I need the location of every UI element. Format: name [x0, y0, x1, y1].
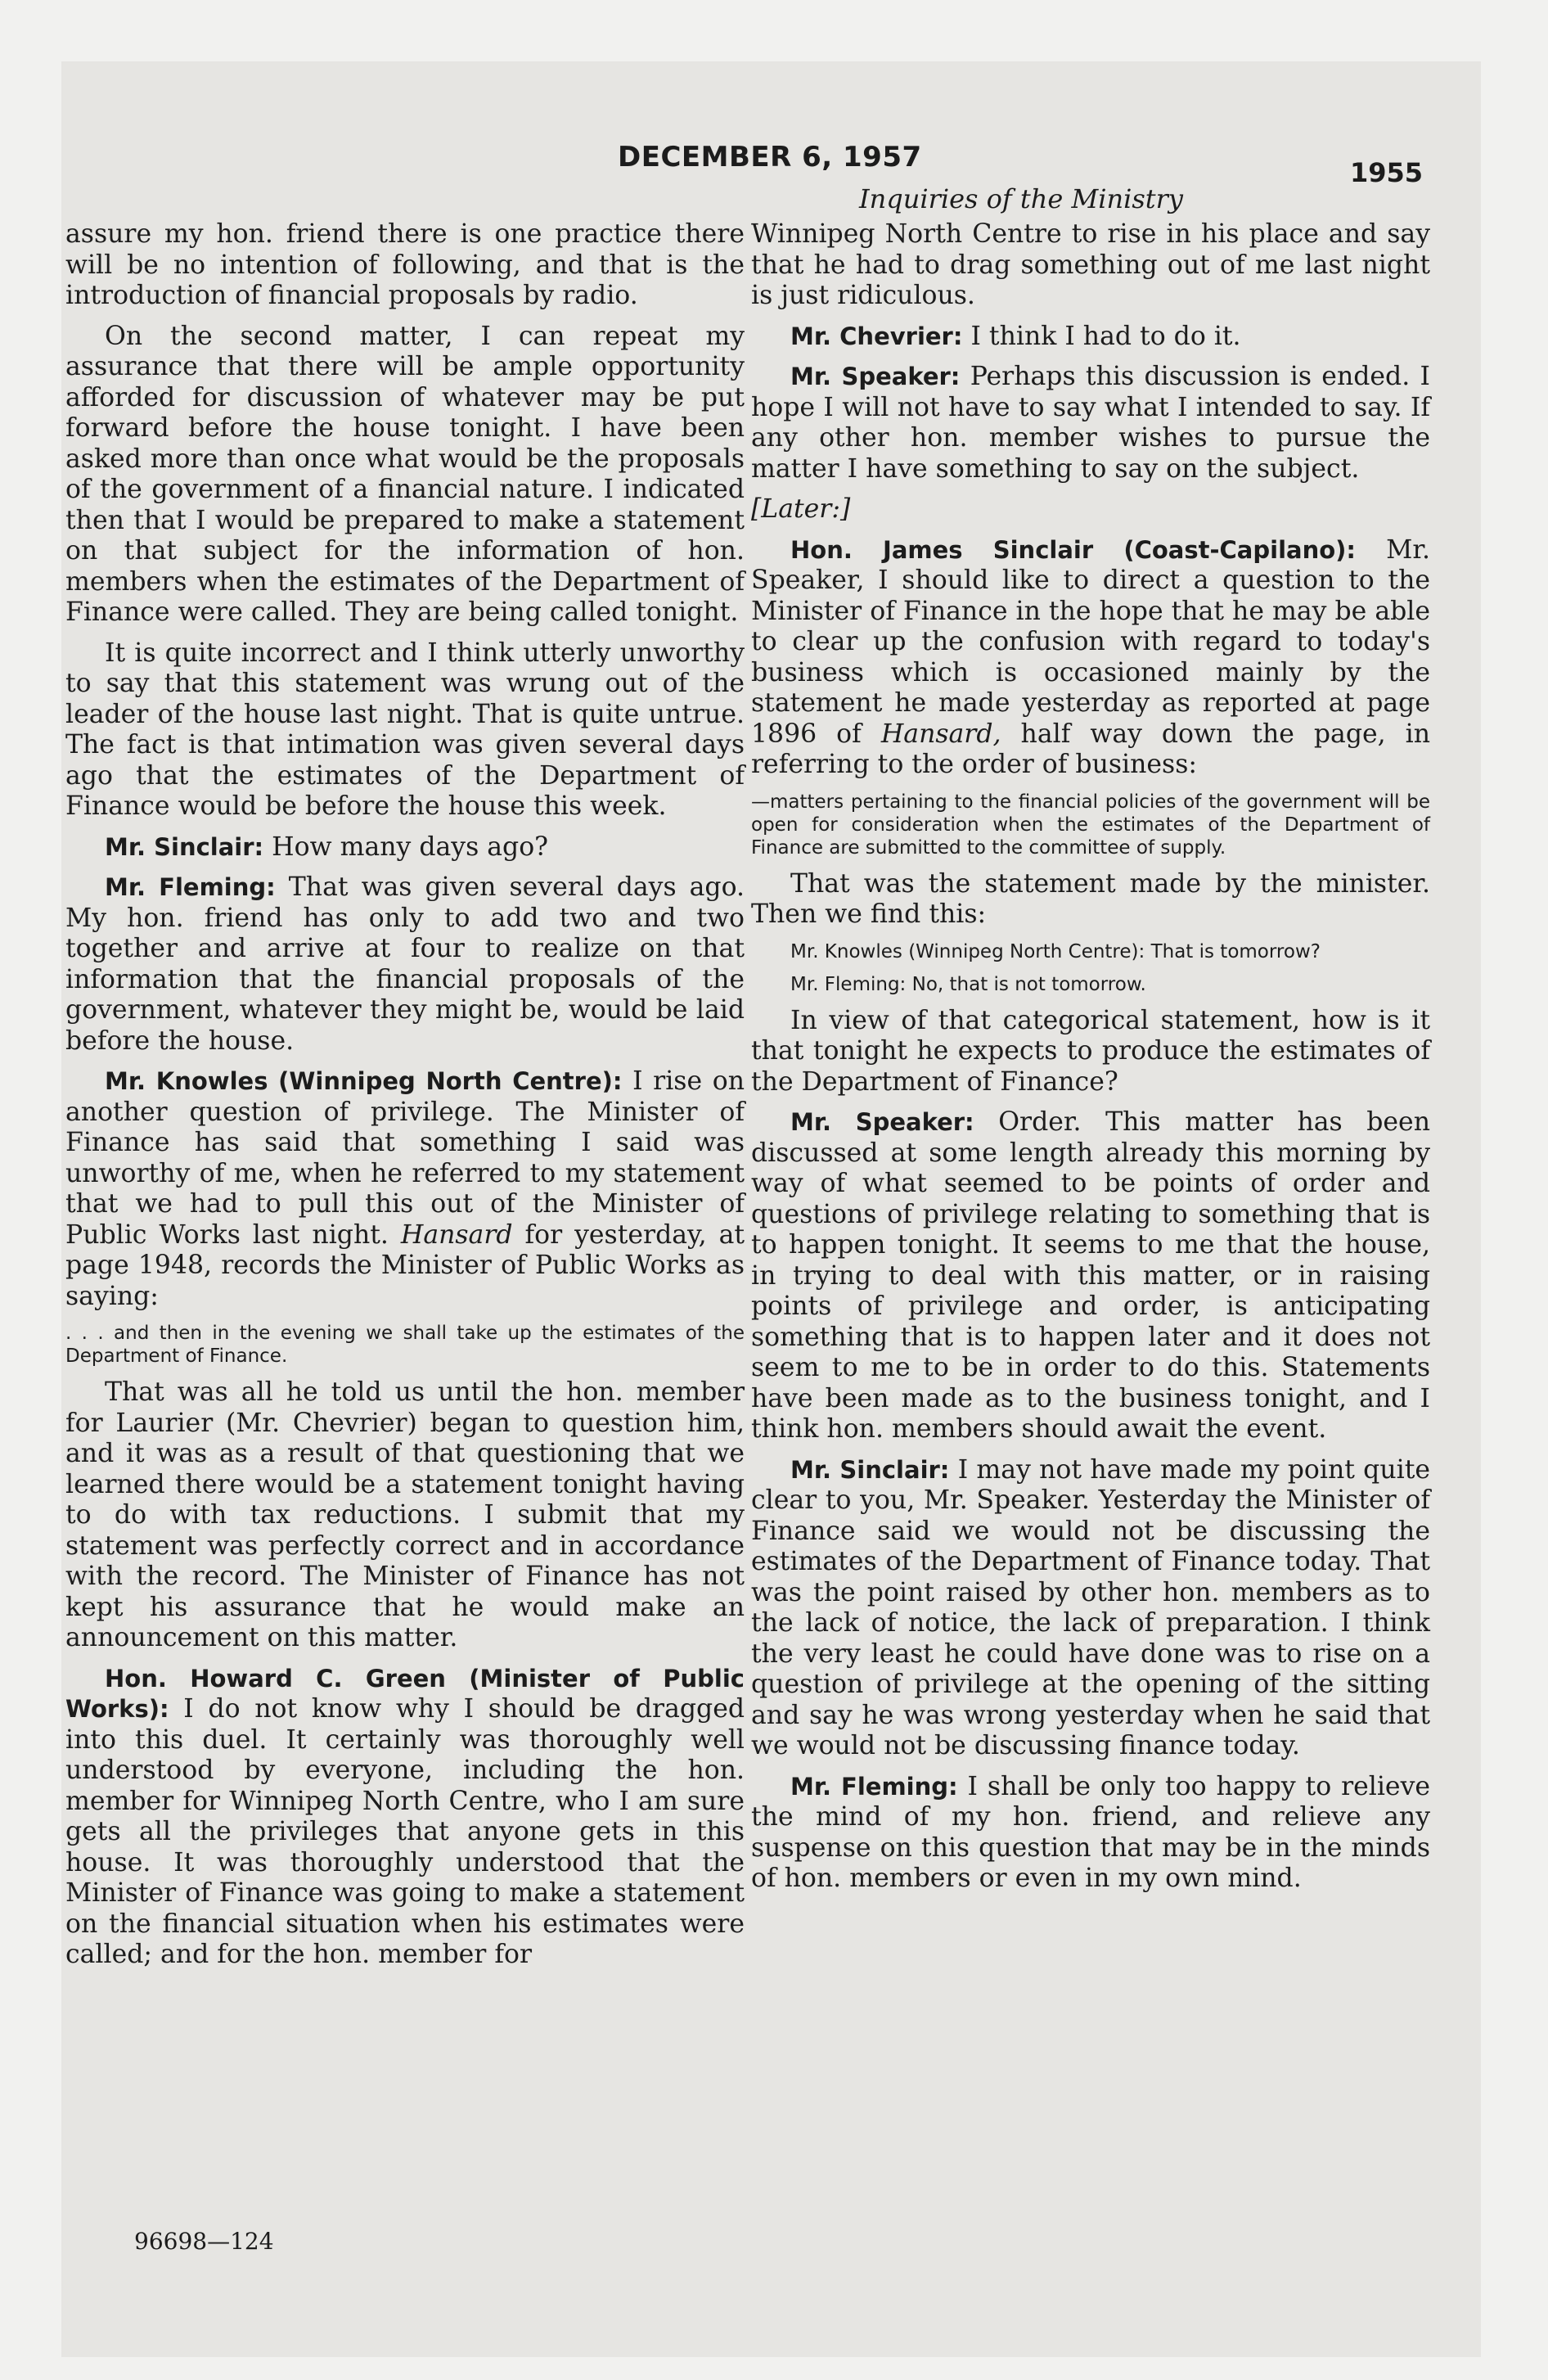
hansard-reference: Hansard: [400, 1219, 513, 1250]
header-date: DECEMBER 6, 1957: [618, 141, 922, 174]
speech-text: Order. This matter has been discussed at some length already this morning by way of what seemed to be points of order and questions of privilege relating to something that is to happen tonight. It seems to me that the house, in trying to deal with this matter, or in raising points of privilege and order, is anticipating something that is to happen later and it does not seem to me to be in order to do this. Statements have been made as to the business tonight, and I think hon. members should await the event.: [751, 1107, 1430, 1444]
right-column: [751, 219, 1430, 1904]
speech: [751, 535, 1430, 781]
speech: [751, 1455, 1430, 1762]
paragraph: assure my hon. friend there is one practice there will be no intention of following, and that is the introduction of financial proposals by radio.: [65, 219, 745, 310]
page-number: 1955: [1350, 157, 1424, 188]
speaker-name: Mr. Chevrier:: [790, 322, 963, 350]
speech: [65, 832, 745, 863]
speech-text: Mr. Speaker, I should like to direct a question to the Minister of Finance in the hope that he may be able to clear up the confusion with regard to today's business which is occasioned mainly by the statement he made yesterday as reported at page 1896 of: [751, 534, 1430, 749]
later-marker: [Later:]: [751, 494, 851, 524]
speaker-name: Mr. Sinclair:: [790, 1455, 950, 1484]
paragraph: In view of that categorical statement, how is it that tonight he expects to produce the estimates of the Department of Finance?: [751, 1005, 1430, 1097]
speech-text: I shall be only too happy to relieve the mind of my hon. friend, and relieve any suspense on this question that may be in the minds of hon. members or even in my own mind.: [751, 1771, 1431, 1893]
quotation: Mr. Knowles (Winnipeg North Centre): That is tomorrow?: [790, 940, 1321, 962]
speech-text: Perhaps this discussion is ended. I hope I will not have to say what I intended to say. If any other hon. member wishes to pursue the matter I have something to say on the subject.: [751, 362, 1430, 484]
speech-text: for yesterday, at page 1948, records the Minister of Public Works as saying:: [65, 1219, 745, 1311]
speaker-name: Mr. Fleming:: [105, 873, 276, 901]
speaker-name: Mr. Knowles (Winnipeg North Centre):: [105, 1067, 623, 1095]
speaker-name: Hon. James Sinclair (Coast-Capilano):: [790, 535, 1357, 564]
speech: [65, 872, 745, 1057]
speech: [65, 1664, 745, 1971]
speech-text: That was given several days ago. My hon. friend has only to add two and two together and arrive at four to realize on that information that the financial proposals of the government, whatever they might be, would be laid before the house.: [65, 872, 745, 1056]
speech-text: I rise on another question of privilege. The Minister of Finance has said that something I said was unworthy of me, when he referred to my statement that we had to pull this out of the Minister of Public Works last night.: [65, 1066, 745, 1250]
speech: [751, 1772, 1430, 1895]
paragraph: On the second matter, I can repeat my assurance that there will be ample opportunity afforded for discussion of whatever may be put forward before the house tonight. I have been asked more than once what would be the proposals of the government of a financial nature. I indicated then that I would be prepared to make a statement on that subject for the information of hon. members when the estimates of the Department of Finance were called. They are being called tonight.: [65, 321, 745, 627]
paragraph: It is quite incorrect and I think utterly unworthy to say that this statement was wrung out of the leader of the house last night. That is quite untrue. The fact is that intimation was given several days ago that the estimates of the Department of Finance would be before the house this week.: [65, 638, 745, 821]
quotation: —matters pertaining to the financial policies of the government will be open for consideration when the estimates of the Department of Finance are submitted to the committee of supply.: [751, 791, 1430, 859]
speech: [751, 362, 1430, 485]
speaker-name: Mr. Speaker:: [790, 363, 961, 390]
speech: [65, 1066, 745, 1312]
speech: [751, 322, 1430, 353]
speech: [751, 1107, 1430, 1445]
paragraph: Winnipeg North Centre to rise in his place and say that he had to drag something out of me last night is just ridiculous.: [751, 219, 1430, 310]
left-column: [65, 219, 745, 1981]
hansard-reference: Hansard,: [880, 719, 1001, 749]
quotation: . . . and then in the evening we shall take up the estimates of the Department of Finance.: [65, 1323, 745, 1367]
speech-text: How many days ago?: [272, 832, 549, 862]
quotation: Mr. Fleming: No, that is not tomorrow.: [790, 973, 1146, 995]
paragraph: That was the statement made by the minister. Then we find this:: [751, 868, 1430, 929]
speaker-name: Mr. Speaker:: [790, 1108, 974, 1136]
speaker-name: Hon. Howard C. Green (Minister of Public Works):: [65, 1664, 745, 1723]
paragraph: That was all he told us until the hon. member for Laurier (Mr. Chevrier) began to question him, and it was as a result of that questioning that we learned there would be a statement tonight having to do with tax reductions. I submit that my statement was perfectly correct and in accordance with the record. The Minister of Finance has not kept his assurance that he would make an announcement on this matter.: [65, 1377, 745, 1652]
speech-text: I think I had to do it.: [970, 321, 1241, 351]
print-code: 96698—124: [134, 2228, 274, 2255]
speech-text: I may not have made my point quite clear to you, Mr. Speaker. Yesterday the Minister of Finance said we would not be discussing the estimates of the Department of Finance today. That was the point raised by other hon. members as to the lack of notice, the lack of preparation. I think the very least he could have done was to rise on a question of privilege at the opening of the sitting and say he was wrong yesterday when he said that we would not be discussing finance today.: [751, 1454, 1431, 1760]
speech-text: half way down the page, in referring to the order of business:: [751, 719, 1431, 779]
speech-text: I do not know why I should be dragged into this duel. It certainly was thoroughly well understood by everyone, including the hon. member for Winnipeg North Centre, who I am sure gets all the privileges that anyone gets in this house. It was thoroughly understood that the Minister of Finance was going to make a statement on the financial situation when his estimates were called; and for the hon. member for: [65, 1694, 745, 1969]
section-title: Inquiries of the Ministry: [859, 183, 1183, 214]
speaker-name: Mr. Fleming:: [790, 1772, 958, 1801]
speaker-name: Mr. Sinclair:: [105, 832, 264, 861]
